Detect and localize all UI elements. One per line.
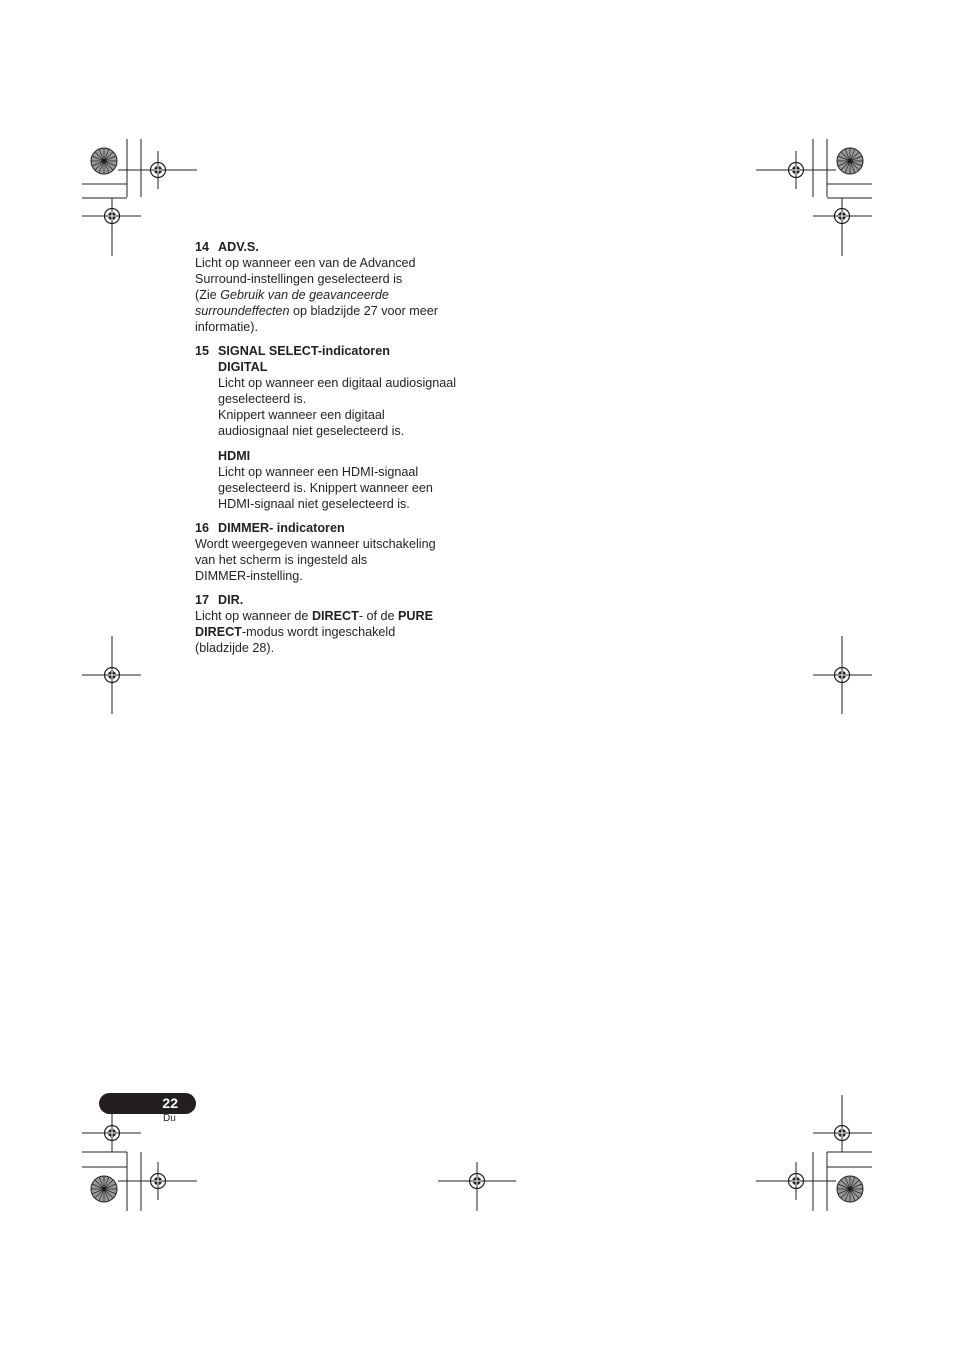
item-title: ADV.S.	[218, 240, 259, 254]
item-adv-s	[195, 239, 485, 335]
bold-term: DIRECT	[195, 625, 242, 639]
text-run: Licht op wanneer de	[195, 609, 312, 623]
item-dimmer	[195, 520, 485, 584]
ref-title-part-1: Gebruik van de geavanceerde	[220, 288, 389, 302]
text-run: -modus wordt ingeschakeld	[241, 625, 396, 639]
bold-term: PURE	[398, 609, 434, 623]
subitem-hdmi	[195, 448, 485, 512]
text-run: - of de	[358, 609, 399, 623]
body-line: Licht op wanneer een digitaal audiosignaal	[218, 376, 457, 390]
item-heading	[195, 592, 485, 608]
body-line: HDMI-signaal niet geselecteerd is.	[218, 497, 410, 511]
body-line: audiosignaal niet geselecteerd is.	[218, 424, 405, 438]
page-number-badge	[99, 1093, 196, 1114]
item-title: DIR.	[218, 593, 244, 607]
subitem-title: HDMI	[218, 449, 251, 463]
manual-text-column	[195, 239, 485, 664]
reference-end: informatie).	[195, 320, 258, 334]
reference-line	[195, 287, 485, 303]
item-number: 14	[195, 240, 210, 254]
item-number: 15	[195, 344, 210, 358]
body-line: geselecteerd is. Knippert wanneer een	[218, 481, 433, 495]
body-line: Surround-instellingen geselecteerd is	[195, 272, 403, 286]
item-signal-select	[195, 343, 485, 512]
body-line: Licht op wanneer een HDMI-signaal	[218, 465, 419, 479]
subitem-title: DIGITAL	[218, 360, 268, 374]
subitem-digital	[195, 359, 485, 439]
item-title: SIGNAL SELECT-indicatoren	[218, 344, 390, 358]
body-line	[195, 624, 485, 640]
body-line: Licht op wanneer een van de Advanced	[195, 256, 416, 270]
item-dir	[195, 592, 485, 656]
reference-line	[195, 303, 485, 319]
body-line: Wordt weergegeven wanneer uitschakeling	[195, 537, 436, 551]
page-number: 22	[162, 1095, 178, 1111]
item-heading	[195, 239, 485, 255]
ref-open: (Zie	[195, 288, 221, 302]
body-line: geselecteerd is.	[218, 392, 307, 406]
item-heading	[195, 520, 485, 536]
item-title: DIMMER- indicatoren	[218, 521, 345, 535]
body-line: Knippert wanneer een digitaal	[218, 408, 385, 422]
body-line	[195, 608, 485, 624]
item-heading	[195, 343, 485, 359]
body-line: van het scherm is ingesteld als	[195, 553, 368, 567]
ref-title-part-2: surroundeffecten	[195, 304, 290, 318]
item-number: 16	[195, 521, 210, 535]
item-number: 17	[195, 593, 210, 607]
language-code: Du	[163, 1113, 176, 1124]
body-line: (bladzijde 28).	[195, 641, 275, 655]
body-line: DIMMER-instelling.	[195, 569, 303, 583]
bold-term: DIRECT	[311, 609, 359, 623]
ref-after: op bladzijde 27 voor meer	[289, 304, 438, 318]
